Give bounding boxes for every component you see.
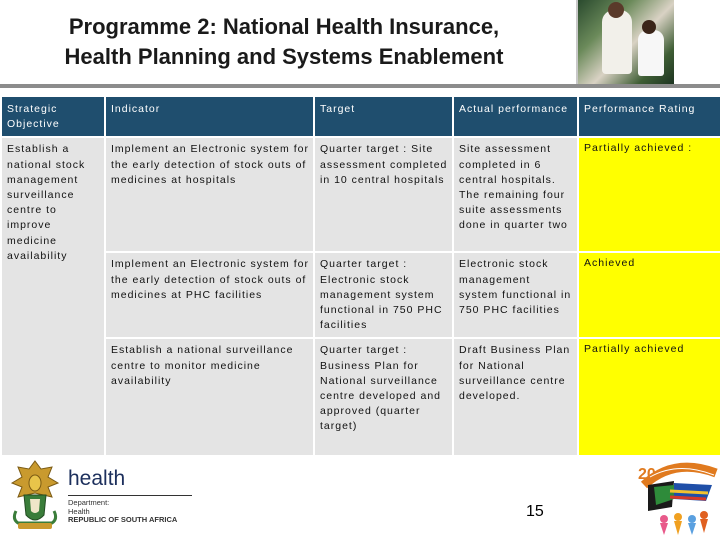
health-logo-country: REPUBLIC OF SOUTH AFRICA [68,515,178,525]
twenty-years-freedom-logo-icon [634,455,720,539]
actual-cell: Electronic stock management system functional in 750 PHC facilities [453,252,578,338]
slide-footer [0,455,720,540]
target-cell: Quarter target : Electronic stock management system functional in 750 PHC facilities [314,252,453,338]
clinic-photo [576,0,674,84]
indicator-cell: Establish a national surveillance centre to monitor medicine availability [105,338,314,467]
header-indicator: Indicator [105,96,314,137]
header-performance-rating: Performance Rating [578,96,720,137]
health-logo [68,467,198,525]
actual-cell: Draft Business Plan for National surveillance centre developed. [453,338,578,467]
rating-cell: Partially achieved : [578,137,720,252]
slide-title-line-2: Health Planning and Systems Enablement [64,44,504,69]
photo-figure-child [638,30,664,76]
performance-table [0,95,720,468]
title-bar [0,0,720,84]
svg-text:20: 20 [638,466,656,483]
photo-head-nurse [608,2,624,18]
slide-title [4,12,564,72]
coat-of-arms-icon [8,459,62,531]
health-logo-word: health [68,467,126,490]
rating-cell: Partially achieved [578,338,720,467]
header-actual-performance: Actual performance [453,96,578,137]
table-header-row [1,96,720,137]
title-divider [0,84,720,88]
strategic-objective-cell: Establish a national stock management surveillance centre to improve medicine availability [1,137,105,467]
health-logo-rule [68,495,192,496]
target-cell: Quarter target : Business Plan for National surveillance centre developed and approved (quarter target) [314,338,453,467]
health-logo-department: Department: [68,498,110,507]
header-strategic-objective: Strategic Objective [1,96,105,137]
table-row [1,252,720,338]
indicator-cell: Implement an Electronic system for the early detection of stock outs of medicines at PHC facilities [105,252,314,338]
header-target: Target [314,96,453,137]
indicator-cell: Implement an Electronic system for the early detection of stock outs of medicines at hospitals [105,137,314,252]
actual-cell: Site assessment completed in 6 central hospitals. The remaining four suite assessments done in quarter two [453,137,578,252]
photo-figure-nurse [602,10,632,74]
rating-cell: Achieved [578,252,720,338]
photo-head-child [642,20,656,34]
table-row [1,137,720,252]
target-cell: Quarter target : Site assessment completed in 10 central hospitals [314,137,453,252]
slide-title-line-1: Programme 2: National Health Insurance, [68,14,500,39]
table-row [1,338,720,467]
page-number: 15 [526,503,544,520]
health-logo-health: Health [68,506,90,516]
